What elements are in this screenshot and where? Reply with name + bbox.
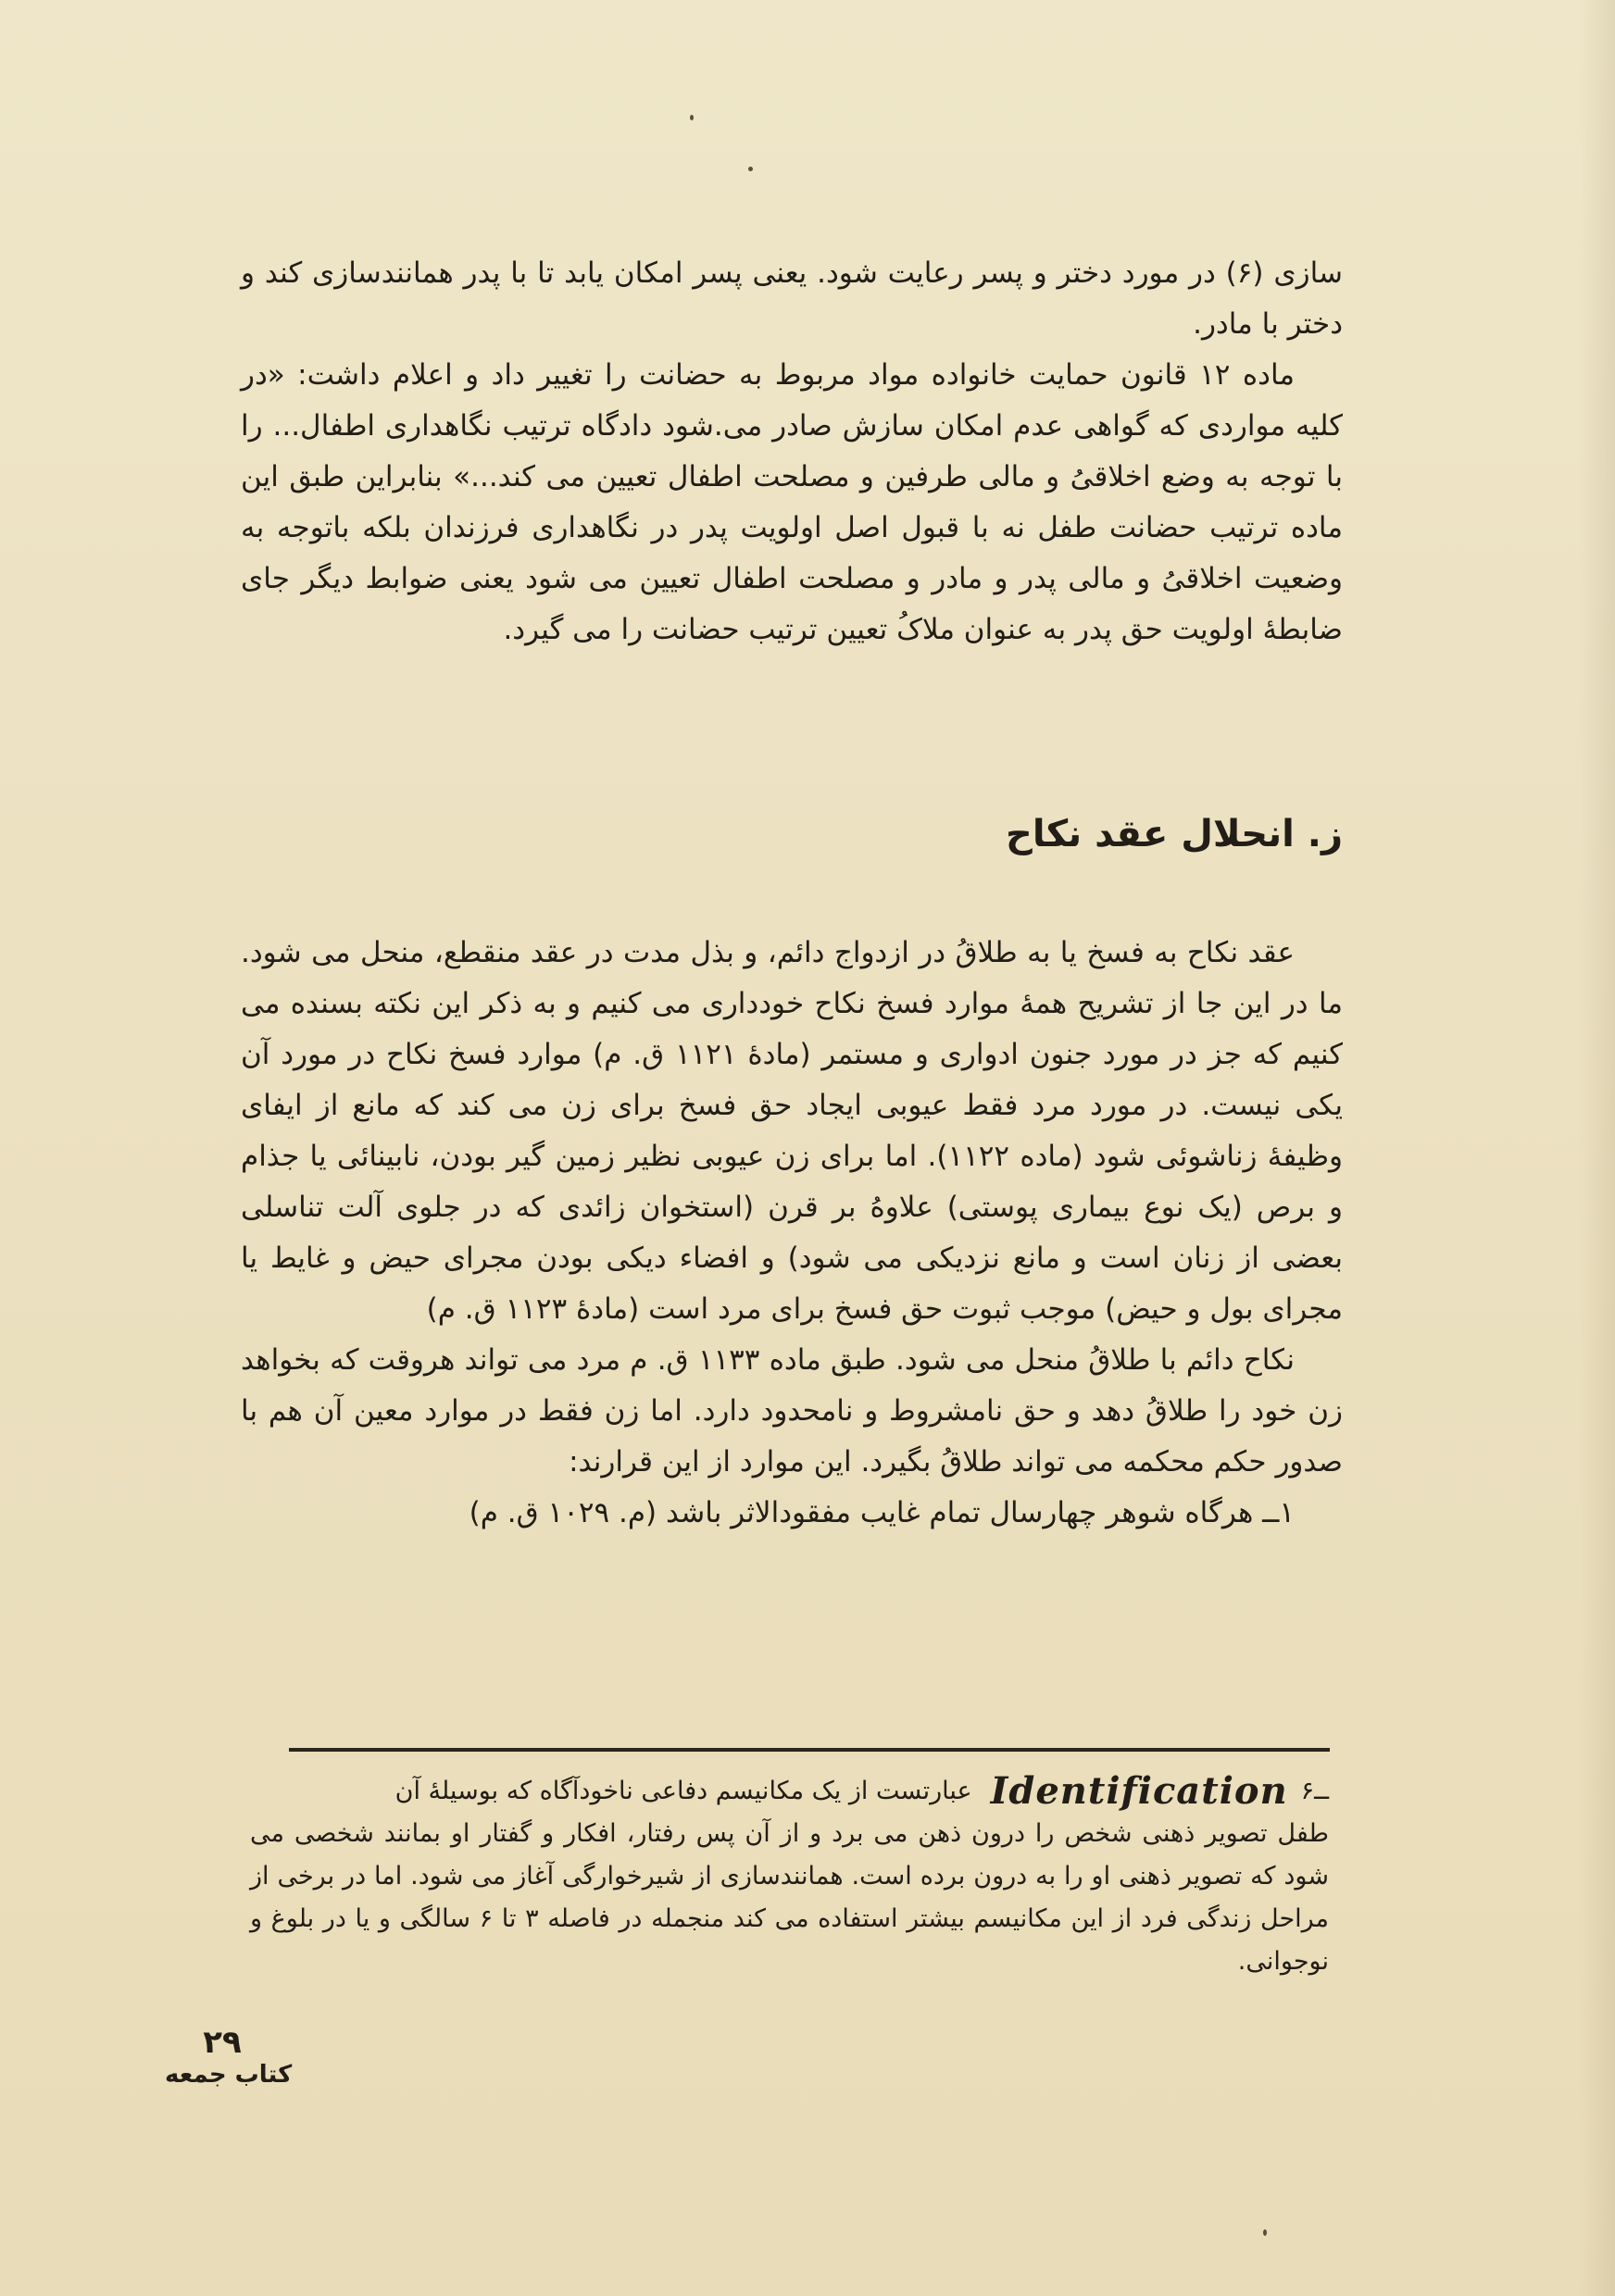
ink-speck (690, 115, 694, 120)
footnote (250, 1770, 1329, 1983)
footnote-first-text: عبارتست از یک مکانیسم دفاعی ناخودآگاه که بوسیلهٔ آن (394, 1777, 972, 1805)
paragraph: عقد نکاح به فسخ یا به طلاقُ در ازدواج دائم، و بذل مدت در عقد منقطع، منحل می شود. ما در این جا از تشریح همهٔ موارد فسخ نکاح خودداری می کنیم و به ذکر این نکته بسنده می کنیم که جز در مورد جنون ادواری و مستمر (مادهٔ ۱۱۲۱ ق. م) موارد فسخ نکاح در مورد آن یکی نیست. در مورد مرد فقط عیوبی ایجاد حق فسخ برای زن می کند که مانع از ایفای وظیفهٔ زناشوئی شود (ماده ۱۱۲۲). اما برای زن عیوبی نظیر زمین گیر بودن، نابینائی یا جذام و برص (یک نوع بیماری پوستی) علاوهُ بر قرن (استخوان زائدی که در جلوی آلت تناسلی بعضی از زنان است و مانع نزدیکی می شود) و افضاء دیکی بودن مجرای حیض و غایط یا مجرای بول و حیض) موجب ثبوت حق فسخ برای مرد است (مادهٔ ۱۱۲۳ ق. م) (241, 936, 1343, 1326)
section-heading: ز. انحلال عقد نکاح (1006, 813, 1343, 855)
paragraph: سازی (۶) در مورد دختر و پسر رعایت شود. یعنی پسر امکان یابد تا با پدر همانندسازی کند و دختر با مادر. (241, 256, 1344, 341)
footnote-first-line (250, 1770, 1329, 1813)
bottom-body-text (241, 928, 1343, 1539)
paragraph: ماده ۱۲ قانون حمایت خانواده مواد مربوط به حضانت را تغییر داد و اعلام داشت: «در کلیه مواردی که گواهی عدم امکان سازش صادر می.شود دادگاه ترتیب نگاهداری اطفال... را با توجه به وضع اخلاقیُ و مالی طرفین و مصلحت اطفال تعیین می کند...» بنابراین طبق این ماده ترتیب حضانت طفل نه با قبول اصل اولویت پدر در نگاهداری فرزندان بلکه باتوجه به وضعیت اخلاقیُ و مالی پدر و مادر و مصلحت اطفال تعیین می شود یعنی ضوابط دیگر جای ضابطهٔ اولویت حق پدر به عنوان ملاکُ تعیین ترتیب حضانت را می گیرد. (241, 358, 1343, 646)
footnote-term: Identification (990, 1769, 1288, 1813)
top-body-text (241, 248, 1343, 655)
footnote-number: ــ۶ (1300, 1777, 1329, 1805)
footnote-text: طفل تصویر ذهنی شخص را درون ذهن می برد و از آن پس رفتار، افکار و گفتار او بمانند شخصی می شود که تصویر ذهنی او را به درون برده است. همانندسازی از شیرخوارگی آغاز می شود. اما در برخی از مراحل زندگی فرد از این مکانیسم بیشتر استفاده می کند منجمله در فاصله ۳ تا ۶ سالگی و یا در بلوغ و نوجوانی. (250, 1819, 1329, 1976)
ink-speck (1263, 2229, 1267, 2236)
page-number: ۲۹ (203, 2024, 242, 2061)
page-edge-shadow (1578, 0, 1615, 2296)
paragraph: نکاح دائم با طلاقُ منحل می شود. طبق ماده ۱۱۳۳ ق. م مرد می تواند هروقت که بخواهد زن خود را طلاقُ دهد و حق نامشروط و نامحدود دارد. اما زن فقط در موارد معین آن هم با صدور حکم محکمه می تواند طلاقُ بگیرد. این موارد از این قرارند: (241, 1343, 1343, 1479)
footnote-divider (289, 1748, 1330, 1752)
list-item: ۱ــ هرگاه شوهر چهارسال تمام غایب مفقودالاثر باشد (م. ۱۰۲۹ ق. م) (469, 1496, 1295, 1529)
ink-speck (748, 167, 753, 171)
book-title: کتاب جمعه (165, 2061, 293, 2089)
